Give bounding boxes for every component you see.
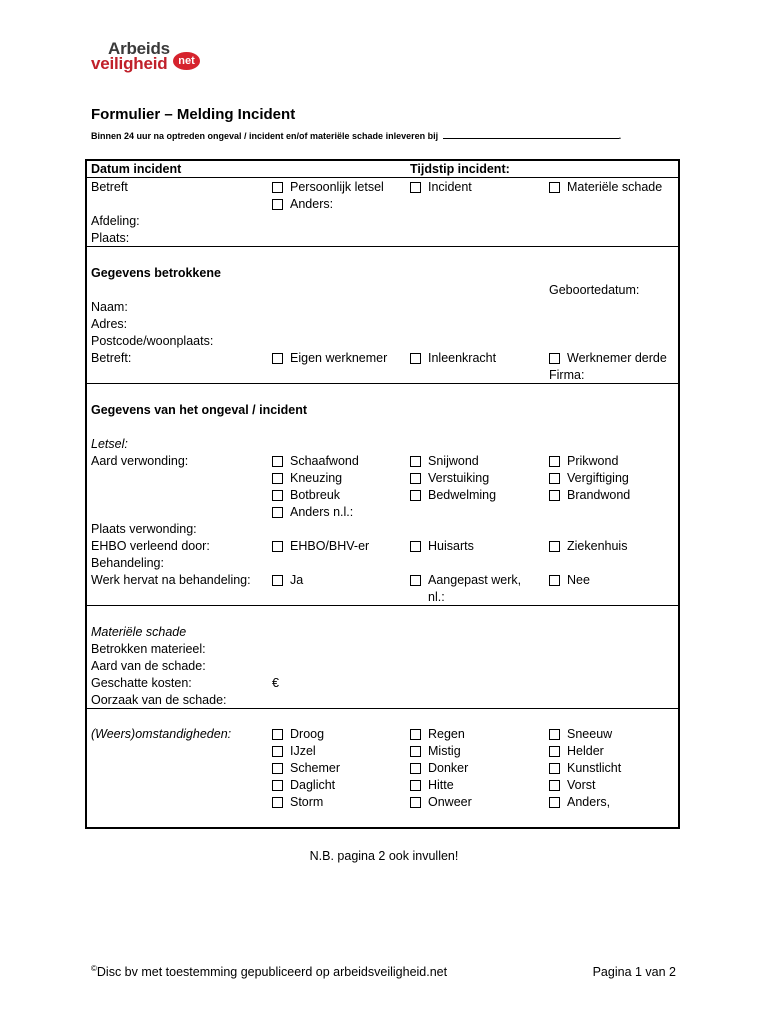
checkbox-label: EHBO/BHV-er <box>290 539 370 553</box>
checkbox-box[interactable] <box>410 456 421 467</box>
checkbox-incident[interactable] <box>410 180 472 195</box>
checkbox-storm[interactable] <box>272 795 323 810</box>
checkbox-label: Prikwond <box>567 454 619 468</box>
checkbox-box[interactable] <box>410 746 421 757</box>
aard-schade-label: Aard van de schade: <box>91 659 206 673</box>
checkbox-mistig[interactable] <box>410 744 461 759</box>
subtitle-text: Binnen 24 uur na optreden ongeval / incident en/of materiële schade inleveren bij <box>91 131 439 141</box>
werk-hervat-label: Werk hervat na behandeling: <box>91 573 251 587</box>
divider <box>85 177 680 178</box>
checkbox-verstuiking[interactable] <box>410 471 489 486</box>
checkbox-label: Regen <box>428 727 465 741</box>
checkbox-label: Eigen werknemer <box>290 351 388 365</box>
checkbox-label: Aangepast werk, <box>428 573 522 587</box>
behandeling-label: Behandeling: <box>91 556 164 570</box>
aard-verwonding-label: Aard verwonding: <box>91 454 189 468</box>
checkbox-helder[interactable] <box>549 744 604 759</box>
checkbox-inleenkracht[interactable] <box>410 351 496 366</box>
form-subtitle <box>91 130 621 141</box>
checkbox-werknemer-derde[interactable] <box>549 351 667 366</box>
checkbox-ijzel[interactable] <box>272 744 316 759</box>
checkbox-box[interactable] <box>410 575 421 586</box>
checkbox-label: Schemer <box>290 761 341 775</box>
checkbox-materiele-schade[interactable] <box>549 180 662 195</box>
datum-incident-label: Datum incident <box>91 162 182 176</box>
form-title: Formulier – Melding Incident <box>91 106 296 123</box>
checkbox-box[interactable] <box>410 473 421 484</box>
postcode-label: Postcode/woonplaats: <box>91 334 214 348</box>
checkbox-box[interactable] <box>272 763 283 774</box>
checkbox-box[interactable] <box>410 182 421 193</box>
checkbox-kunstlicht[interactable] <box>549 761 621 776</box>
ehbo-label: EHBO verleend door: <box>91 539 210 553</box>
firma-label: Firma: <box>549 368 585 382</box>
checkbox-box[interactable] <box>272 541 283 552</box>
checkbox-label: IJzel <box>290 744 316 758</box>
adres-label: Adres: <box>91 317 128 331</box>
betrokken-materieel-label: Betrokken materieel: <box>91 642 206 656</box>
checkbox-label: Storm <box>290 795 324 809</box>
checkbox-box[interactable] <box>272 797 283 808</box>
checkbox-regen[interactable] <box>410 727 465 742</box>
checkbox-schaafwond[interactable] <box>272 454 359 469</box>
betreft-label: Betreft <box>91 180 128 194</box>
checkbox-box[interactable] <box>549 729 560 740</box>
checkbox-label: Droog <box>290 727 325 741</box>
page-number: Pagina 1 van 2 <box>592 965 676 979</box>
checkbox-label: Werknemer derde <box>567 351 667 365</box>
checkbox-nee[interactable] <box>549 573 590 588</box>
checkbox-box[interactable] <box>549 353 560 364</box>
checkbox-label: Nee <box>567 573 590 587</box>
plaats-verwonding-label: Plaats verwonding: <box>91 522 197 536</box>
checkbox-box[interactable] <box>549 541 560 552</box>
checkbox-box[interactable] <box>549 575 560 586</box>
checkbox-snijwond[interactable] <box>410 454 479 469</box>
checkbox-label: Mistig <box>428 744 461 758</box>
checkbox-label: Anders n.l.: <box>290 505 354 519</box>
checkbox-anders-nl[interactable] <box>272 505 353 520</box>
checkbox-prikwond[interactable] <box>549 454 618 469</box>
checkbox-box[interactable] <box>549 797 560 808</box>
checkbox-box[interactable] <box>272 199 283 210</box>
checkbox-label: Brandwond <box>567 488 631 502</box>
checkbox-huisarts[interactable] <box>410 539 474 554</box>
geboortedatum-label: Geboortedatum: <box>549 283 640 297</box>
checkbox-label: Sneeuw <box>567 727 613 741</box>
footer-left <box>91 965 447 979</box>
divider <box>85 246 680 247</box>
nb-note: N.B. pagina 2 ook invullen! <box>309 849 459 863</box>
checkbox-ehbo-bhv[interactable] <box>272 539 369 554</box>
checkbox-label: Hitte <box>428 778 454 792</box>
logo-line2: veiligheid <box>91 54 168 73</box>
checkbox-box[interactable] <box>549 763 560 774</box>
checkbox-botbreuk[interactable] <box>272 488 340 503</box>
checkbox-label: Anders, <box>567 795 611 809</box>
checkbox-schemer[interactable] <box>272 761 340 776</box>
checkbox-box[interactable] <box>549 746 560 757</box>
checkbox-brandwond[interactable] <box>549 488 630 503</box>
euro-sign: € <box>272 676 279 690</box>
checkbox-label: Botbreuk <box>290 488 341 502</box>
checkbox-box[interactable] <box>410 541 421 552</box>
checkbox-box[interactable] <box>272 456 283 467</box>
checkbox-eigen-werknemer[interactable] <box>272 351 387 366</box>
checkbox-box[interactable] <box>272 473 283 484</box>
tijdstip-incident-label: Tijdstip incident: <box>410 162 510 176</box>
letsel-label: Letsel: <box>91 437 128 451</box>
checkbox-kneuzing[interactable] <box>272 471 342 486</box>
checkbox-label: Anders: <box>290 197 334 211</box>
checkbox-label: Vorst <box>567 778 596 792</box>
checkbox-box[interactable] <box>549 490 560 501</box>
checkbox-label: Daglicht <box>290 778 336 792</box>
naam-label: Naam: <box>91 300 128 314</box>
copyright-mark: © <box>91 963 97 973</box>
logo-line1: Arbeids <box>108 39 170 58</box>
fill-in-line[interactable] <box>443 130 619 139</box>
checkbox-label: Snijwond <box>428 454 479 468</box>
divider <box>85 605 680 606</box>
checkbox-box[interactable] <box>272 507 283 518</box>
checkbox-label: Onweer <box>428 795 472 809</box>
aangepast-nl-label: nl.: <box>428 590 445 604</box>
checkbox-box[interactable] <box>410 729 421 740</box>
checkbox-box[interactable] <box>272 746 283 757</box>
checkbox-box[interactable] <box>272 780 283 791</box>
checkbox-label: Ja <box>290 573 304 587</box>
betreft-label: Betreft: <box>91 351 132 365</box>
plaats-label: Plaats: <box>91 231 130 245</box>
checkbox-label: Kneuzing <box>290 471 343 485</box>
checkbox-label: Incident <box>428 180 472 194</box>
checkbox-label: Vergiftiging <box>567 471 629 485</box>
checkbox-onweer[interactable] <box>410 795 472 810</box>
checkbox-aangepast-werk[interactable] <box>410 573 521 588</box>
checkbox-label: Persoonlijk letsel <box>290 180 384 194</box>
checkbox-label: Inleenkracht <box>428 351 497 365</box>
ongeval-heading: Gegevens van het ongeval / incident <box>91 403 308 417</box>
checkbox-label: Bedwelming <box>428 488 497 502</box>
checkbox-anders-weer[interactable] <box>549 795 610 810</box>
checkbox-label: Kunstlicht <box>567 761 622 775</box>
subtitle-end: . <box>618 131 622 141</box>
checkbox-ziekenhuis[interactable] <box>549 539 627 554</box>
afdeling-label: Afdeling: <box>91 214 140 228</box>
logo-badge: net <box>173 52 200 70</box>
checkbox-label: Materiële schade <box>567 180 663 194</box>
checkbox-label: Huisarts <box>428 539 474 553</box>
materiele-schade-heading: Materiële schade <box>91 625 187 639</box>
checkbox-label: Verstuiking <box>428 471 490 485</box>
checkbox-vergiftiging[interactable] <box>549 471 629 486</box>
checkbox-box[interactable] <box>549 473 560 484</box>
checkbox-box[interactable] <box>272 729 283 740</box>
checkbox-anders[interactable] <box>272 197 333 212</box>
checkbox-box[interactable] <box>549 182 560 193</box>
checkbox-daglicht[interactable] <box>272 778 335 793</box>
checkbox-box[interactable] <box>410 353 421 364</box>
checkbox-hitte[interactable] <box>410 778 454 793</box>
checkbox-box[interactable] <box>272 182 283 193</box>
divider <box>85 708 680 709</box>
checkbox-label: Schaafwond <box>290 454 359 468</box>
checkbox-box[interactable] <box>549 456 560 467</box>
checkbox-persoonlijk-letsel[interactable] <box>272 180 384 195</box>
checkbox-donker[interactable] <box>410 761 468 776</box>
checkbox-ja[interactable] <box>272 573 303 588</box>
checkbox-box[interactable] <box>410 780 421 791</box>
checkbox-box[interactable] <box>272 353 283 364</box>
geschatte-kosten-label: Geschatte kosten: <box>91 676 192 690</box>
checkbox-box[interactable] <box>272 490 283 501</box>
weersomstandigheden-heading: (Weers)omstandigheden: <box>91 727 232 741</box>
checkbox-label: Helder <box>567 744 604 758</box>
checkbox-box[interactable] <box>272 575 283 586</box>
checkbox-label: Donker <box>428 761 469 775</box>
footer-text: Disc bv met toestemming gepubliceerd op arbeidsveiligheid.net <box>96 965 448 979</box>
oorzaak-label: Oorzaak van de schade: <box>91 693 227 707</box>
checkbox-label: Ziekenhuis <box>567 539 628 553</box>
checkbox-box[interactable] <box>410 490 421 501</box>
checkbox-droog[interactable] <box>272 727 324 742</box>
divider <box>85 383 680 384</box>
checkbox-box[interactable] <box>549 780 560 791</box>
betrokkene-heading: Gegevens betrokkene <box>91 266 221 280</box>
checkbox-vorst[interactable] <box>549 778 596 793</box>
checkbox-bedwelming[interactable] <box>410 488 496 503</box>
checkbox-sneeuw[interactable] <box>549 727 612 742</box>
checkbox-box[interactable] <box>410 763 421 774</box>
checkbox-box[interactable] <box>410 797 421 808</box>
